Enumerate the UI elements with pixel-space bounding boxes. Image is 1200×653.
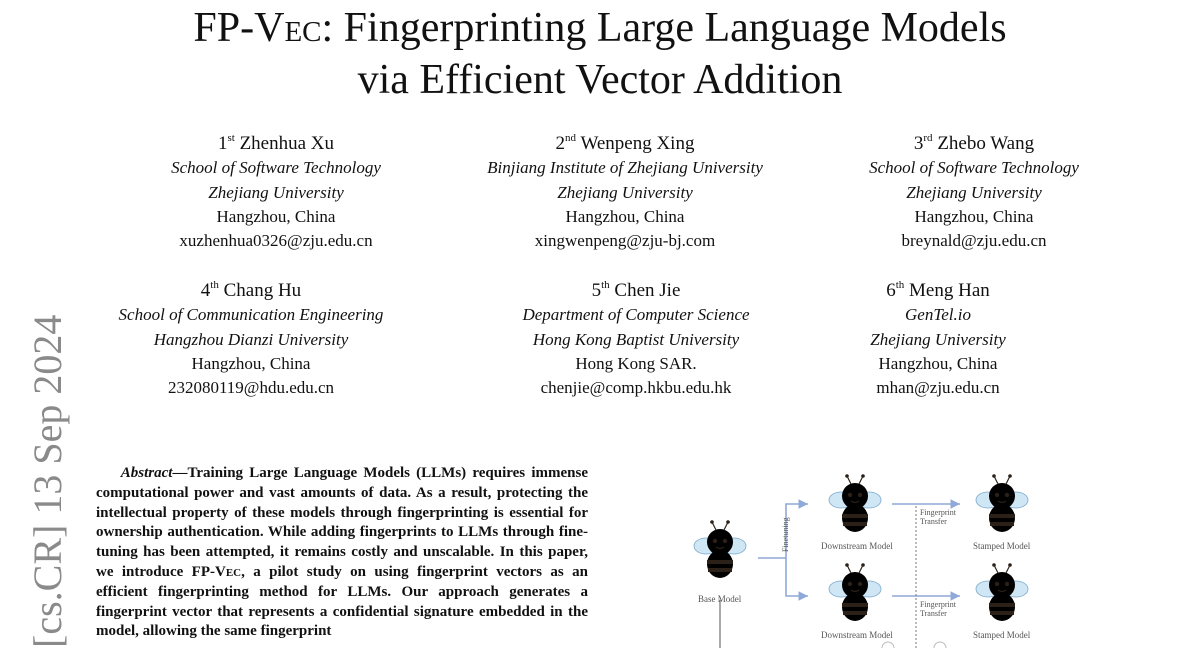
author-email[interactable]: xingwenpeng@zju-bj.com [534,231,716,251]
author-city: Hangzhou, China [191,353,311,373]
author-block-2 [445,132,805,253]
author-block-1 [96,132,456,253]
author-name: 4th Chang Hu [200,279,302,301]
author-block-3 [794,132,1154,253]
author-institution: Hangzhou Dianzi University [153,329,349,349]
author-email[interactable]: 232080119@hdu.edu.cn [167,378,335,398]
author-email[interactable]: breynald@zju.edu.cn [901,231,1047,251]
author-city: Hangzhou, China [216,206,336,226]
finetuning-label: Finetuning [781,517,790,552]
stamped-model-bee-2 [976,563,1028,621]
abstract-paragraph: Abstract—Training Large Language Models (LLMs) requires immense computational power and vast amounts of data. As a result, protecting the intellectual property of these models through fingerprinting is essential for ownership authentication. While adding fingerprints to LLMs through fine-tuning has been attempted, it remains costly and unscalable. In this paper, we introduce FP-Vec, a pilot study on using fingerprint vectors as an efficient fingerprinting method for LLMs. Our approach generates a fingerprint vector that represents a confidential signature embedded in the model, allowing the same fingerprint [96,465,589,640]
downstream-label-1: Downstream Model [821,541,893,551]
author-name: 2nd Wenpeng Xing [555,132,695,154]
downstream-model-bee-1 [829,474,881,532]
abstract-heading: Abstract [120,465,173,481]
title-line-1: FP-Vec: Fingerprinting Large Language Models [193,5,1007,51]
author-email[interactable]: mhan@zju.edu.cn [876,378,1000,398]
figure-diagram [670,470,1060,648]
author-institution: Hong Kong Baptist University [532,329,740,349]
author-city: Hangzhou, China [914,206,1034,226]
author-city: Hangzhou, China [565,206,685,226]
paper-title [0,2,1200,106]
author-department: School of Communication Engineering [118,305,384,325]
author-name: 1st Zhenhua Xu [217,132,335,154]
base-model-label: Base Model [698,594,742,604]
author-name: 5th Chen Jie [591,279,681,301]
fingerprint-transfer-label-2: Fingerprint Transfer [920,600,956,618]
author-institution: Zhejiang University [208,182,344,202]
title-line-2: via Efficient Vector Addition [357,57,843,103]
author-block-4 [71,279,431,400]
author-email[interactable]: xuzhenhua0326@zju.edu.cn [179,231,373,251]
author-city: Hangzhou, China [878,353,998,373]
arxiv-stamp: [cs.CR] 13 Sep 2024 [25,314,70,648]
downstream-label-2: Downstream Model [821,630,893,640]
author-institution: Zhejiang University [557,182,693,202]
arrow-to-downstream-2 [786,558,808,596]
base-model-bee [694,520,746,578]
author-city: Hong Kong SAR. [575,353,697,373]
author-department: School of Software Technology [171,158,381,178]
author-department: Binjiang Institute of Zhejiang University [487,158,763,178]
author-department: School of Software Technology [869,158,1079,178]
author-name: 3rd Zhebo Wang [913,132,1035,154]
stamped-label-2: Stamped Model [973,630,1031,640]
downstream-model-bee-2 [829,563,881,621]
overview-figure [670,470,1060,648]
author-email[interactable]: chenjie@comp.hkbu.edu.hk [540,378,732,398]
author-department: Department of Computer Science [522,305,750,325]
stamped-label-1: Stamped Model [973,541,1031,551]
author-institution: Zhejiang University [906,182,1042,202]
author-block-6 [758,279,1118,400]
author-name: 6th Meng Han [886,279,990,301]
fingerprint-transfer-label-1: Fingerprint Transfer [920,508,956,526]
stamped-model-bee-1 [976,474,1028,532]
author-department: GenTel.io [905,305,971,325]
author-institution: Zhejiang University [870,329,1006,349]
